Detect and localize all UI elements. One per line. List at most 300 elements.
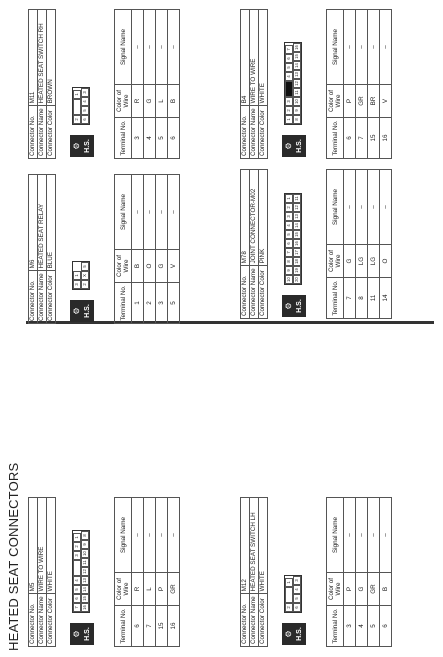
wire-color: G	[344, 245, 356, 278]
table-row	[356, 10, 368, 159]
wire-color: B	[380, 573, 392, 606]
connector-info-table	[28, 9, 56, 159]
connector-block	[240, 497, 392, 647]
connector-name-row	[38, 10, 47, 159]
terminal-table	[326, 497, 392, 647]
table-row	[380, 170, 392, 319]
table-row	[156, 175, 168, 324]
pin-row	[285, 576, 293, 612]
wire-color: GR	[356, 85, 368, 118]
table-row	[368, 170, 380, 319]
pin-cell: 2	[81, 280, 89, 289]
pin-cell: 17	[293, 248, 301, 257]
pin-cell: 12	[81, 567, 89, 576]
connector-number-label: Connector No.	[29, 594, 38, 647]
connector-color-value: BLUE	[47, 175, 56, 271]
terminal-number: 6	[344, 118, 356, 159]
terminal-number: 6	[168, 118, 180, 159]
table-row	[156, 498, 168, 647]
table-row	[168, 10, 180, 159]
pin-cell: 20	[293, 275, 301, 284]
hs-label: H.S.	[296, 299, 303, 313]
table-row	[132, 175, 144, 324]
terminal-table	[326, 9, 392, 159]
col-wire-color: Color of Wire	[115, 573, 132, 606]
col-wire-color: Color of Wire	[327, 245, 344, 278]
pin-cell: 4	[81, 97, 89, 106]
terminal-number: 15	[156, 606, 168, 647]
connector-color-value: WHITE	[259, 10, 268, 106]
connector-name-value: HEATED SEAT RELAY	[38, 175, 47, 271]
signal-name: –	[144, 175, 156, 250]
wire-color: P	[156, 573, 168, 606]
pin-cell: 19	[293, 266, 301, 275]
hs-label: H.S.	[296, 139, 303, 153]
table-row	[380, 498, 392, 647]
connector-number-label: Connector No.	[29, 106, 38, 159]
wire-color: LG	[356, 245, 368, 278]
terminal-number: 3	[132, 118, 144, 159]
table-row	[144, 175, 156, 324]
pin-cell: 2	[73, 115, 81, 124]
pin-cell: 10	[293, 97, 301, 106]
col-wire-color: Color of Wire	[115, 250, 132, 283]
connector-lock-tab	[73, 560, 81, 576]
pin-cell: 3	[81, 88, 89, 97]
terminal-number: 7	[344, 278, 356, 319]
pin-row	[285, 43, 293, 124]
connector-block	[240, 169, 392, 319]
table-row	[344, 10, 356, 159]
page-title: HEATED SEAT CONNECTORS	[6, 462, 21, 651]
pin-cell: 6	[293, 603, 301, 612]
connector-number-value: M5	[29, 498, 38, 594]
connector-name-label: Connector Name	[38, 271, 47, 324]
wire-color: R	[132, 85, 144, 118]
pin-cell: 3	[285, 97, 293, 106]
connector-number-value: M78	[241, 170, 250, 266]
connector-name-value: HEATED SEAT SWITCH LH	[250, 498, 259, 594]
pin-cell: 3	[73, 280, 81, 289]
connector-number-value: M6	[29, 175, 38, 271]
pin-cell: 1	[285, 115, 293, 124]
pin-cell: 3	[73, 551, 81, 560]
harness-side-icon: ⚙	[72, 630, 81, 638]
terminal-number: 7	[356, 118, 368, 159]
hs-badge	[282, 623, 306, 645]
connector-color-label: Connector Color	[47, 594, 56, 647]
terminal-number: 6	[132, 606, 144, 647]
pin-cell: 4	[293, 585, 301, 594]
signal-name: –	[380, 170, 392, 245]
connector-pin-diagram	[72, 261, 90, 290]
connector-name-label: Connector Name	[38, 594, 47, 647]
pin-cell: 13	[293, 212, 301, 221]
connector-block	[28, 174, 180, 324]
table-row	[344, 170, 356, 319]
wire-color: B	[168, 85, 180, 118]
connector-color-value: WHITE	[47, 498, 56, 594]
signal-name: –	[156, 10, 168, 85]
terminal-table-header	[115, 498, 132, 647]
connector-number-label: Connector No.	[241, 594, 250, 647]
wire-color: R	[132, 573, 144, 606]
pin-cell: 5	[285, 63, 293, 72]
signal-name: –	[356, 498, 368, 573]
pin-cell: 10	[285, 275, 293, 284]
connector-info-table	[28, 174, 56, 324]
pin-cell: 14	[293, 221, 301, 230]
wire-color: O	[380, 245, 392, 278]
terminal-table	[114, 174, 180, 324]
terminal-number: 14	[380, 278, 392, 319]
connector-name-row	[38, 498, 47, 647]
pin-cell: 8	[285, 257, 293, 266]
pin-cell: 4	[285, 221, 293, 230]
pin-cell: 6	[285, 54, 293, 63]
table-row	[168, 498, 180, 647]
terminal-number: 5	[368, 606, 380, 647]
pin-cell: 14	[81, 585, 89, 594]
signal-name: –	[368, 10, 380, 85]
col-terminal: Terminal No.	[115, 118, 132, 159]
connector-face-area	[56, 9, 114, 159]
wire-color: L	[144, 573, 156, 606]
terminal-number: 4	[144, 118, 156, 159]
connector-pin-diagram	[72, 87, 90, 125]
terminal-number: 16	[380, 118, 392, 159]
connector-face-area	[56, 497, 114, 647]
wire-color: G	[144, 85, 156, 118]
terminal-number: 8	[356, 278, 368, 319]
pin-cell: 11	[81, 558, 89, 567]
pin-cell: 9	[293, 106, 301, 115]
col-signal-name: Signal Name	[115, 10, 132, 85]
pin-row	[73, 531, 81, 612]
connector-name-row	[250, 10, 259, 159]
pin-row	[81, 88, 89, 124]
connector-info-table	[28, 497, 56, 647]
harness-side-icon: ⚙	[284, 630, 293, 638]
signal-name: –	[132, 498, 144, 573]
hs-badge	[70, 623, 94, 645]
pin-cell: 11	[293, 194, 301, 203]
connector-name-value: JOINT CONNECTOR-M02	[250, 170, 259, 266]
col-terminal: Terminal No.	[327, 278, 344, 319]
connector-pin-diagram	[72, 530, 90, 613]
connector-name-label: Connector Name	[38, 106, 47, 159]
col-wire-color: Color of Wire	[115, 85, 132, 118]
signal-name: –	[356, 170, 368, 245]
connector-info-table	[240, 169, 268, 319]
terminal-number: 16	[168, 606, 180, 647]
hs-badge	[70, 135, 94, 157]
connector-color-row	[47, 498, 56, 647]
connector-color-label: Connector Color	[47, 271, 56, 324]
col-wire-color: Color of Wire	[327, 573, 344, 606]
connector-name-label: Connector Name	[250, 266, 259, 319]
signal-name: –	[168, 10, 180, 85]
table-row	[344, 498, 356, 647]
hs-label: H.S.	[84, 627, 91, 641]
terminal-number: 7	[144, 606, 156, 647]
signal-name: –	[344, 170, 356, 245]
connector-key	[285, 81, 293, 97]
wire-color: B	[132, 250, 144, 283]
connector-lock-tab	[73, 99, 81, 115]
pin-row	[293, 43, 301, 124]
terminal-number: 11	[368, 278, 380, 319]
wire-color: G	[356, 573, 368, 606]
pin-cell: 3	[285, 212, 293, 221]
connector-number-label: Connector No.	[241, 106, 250, 159]
pin-cell: 1	[73, 533, 81, 542]
pin-cell: 16	[293, 43, 301, 52]
connector-color-value: PINK	[259, 170, 268, 266]
terminal-number: 15	[368, 118, 380, 159]
harness-side-icon: ⚙	[284, 142, 293, 150]
wire-color: G	[156, 250, 168, 283]
pin-cell: 8	[81, 531, 89, 540]
terminal-table-header	[115, 175, 132, 324]
pin-cell: 1	[285, 578, 293, 587]
connector-face-area	[268, 169, 326, 319]
terminal-number: 2	[144, 283, 156, 324]
connector-color-label: Connector Color	[259, 594, 268, 647]
signal-name: –	[368, 498, 380, 573]
connector-name-value: WIRE TO WIRE	[250, 10, 259, 106]
pin-cell: X	[81, 271, 89, 280]
table-row	[380, 10, 392, 159]
connector-pin-diagram	[284, 193, 302, 285]
wire-color: V	[380, 85, 392, 118]
signal-name: –	[380, 10, 392, 85]
connector-lock-tab	[285, 587, 293, 603]
connector-name-value: WIRE TO WIRE	[38, 498, 47, 594]
pin-row	[285, 194, 293, 284]
col-terminal: Terminal No.	[327, 118, 344, 159]
signal-name: –	[144, 498, 156, 573]
wire-color: P	[344, 573, 356, 606]
wire-color: V	[168, 250, 180, 283]
col-terminal: Terminal No.	[115, 283, 132, 324]
connector-name-row	[250, 498, 259, 647]
pin-row	[81, 531, 89, 612]
connector-number-value: M11	[29, 10, 38, 106]
connector-color-value: WHITE	[259, 498, 268, 594]
harness-side-icon: ⚙	[284, 302, 293, 310]
pin-cell: 5	[293, 594, 301, 603]
pin-cell: 12	[293, 79, 301, 88]
pin-cell: 5	[285, 230, 293, 239]
hs-badge	[70, 300, 94, 322]
pin-cell: 6	[285, 239, 293, 248]
connector-color-value: BROWN	[47, 10, 56, 106]
pin-cell: 9	[81, 540, 89, 549]
pin-cell: 1	[285, 194, 293, 203]
table-row	[132, 10, 144, 159]
connector-block	[240, 9, 392, 159]
harness-side-icon: ⚙	[72, 142, 81, 150]
signal-name: –	[344, 10, 356, 85]
terminal-table-header	[327, 170, 344, 319]
connector-number-value: B4	[241, 10, 250, 106]
connector-color-row	[259, 10, 268, 159]
hs-label: H.S.	[84, 304, 91, 318]
col-signal-name: Signal Name	[327, 498, 344, 573]
connector-color-row	[259, 170, 268, 319]
pin-row	[81, 262, 89, 289]
connector-number-label: Connector No.	[241, 266, 250, 319]
connector-face-area	[268, 497, 326, 647]
pin-cell: 13	[81, 576, 89, 585]
hs-label: H.S.	[296, 627, 303, 641]
connector-number-row	[29, 175, 38, 324]
terminal-table	[114, 9, 180, 159]
pin-cell: 12	[293, 203, 301, 212]
terminal-number: 4	[356, 606, 368, 647]
pin-cell: 9	[285, 266, 293, 275]
pin-cell: 3	[293, 576, 301, 585]
connector-name-label: Connector Name	[250, 594, 259, 647]
signal-name: –	[132, 10, 144, 85]
terminal-table	[114, 497, 180, 647]
col-wire-color: Color of Wire	[327, 85, 344, 118]
pin-cell: 16	[81, 603, 89, 612]
terminal-table-header	[327, 498, 344, 647]
pin-cell: 13	[293, 70, 301, 79]
pin-cell: 15	[293, 230, 301, 239]
connector-color-row	[47, 10, 56, 159]
connector-name-label: Connector Name	[250, 106, 259, 159]
connector-number-row	[29, 498, 38, 647]
table-row	[156, 10, 168, 159]
table-row	[144, 498, 156, 647]
pin-cell: 18	[293, 257, 301, 266]
connector-color-row	[259, 498, 268, 647]
pin-cell: 14	[293, 61, 301, 70]
connector-name-row	[250, 170, 259, 319]
table-row	[168, 175, 180, 324]
col-terminal: Terminal No.	[115, 606, 132, 647]
terminal-number: 6	[380, 606, 392, 647]
signal-name: –	[156, 498, 168, 573]
terminal-table-header	[115, 10, 132, 159]
pin-cell: 2	[285, 106, 293, 115]
connector-color-label: Connector Color	[259, 266, 268, 319]
signal-name: –	[156, 175, 168, 250]
col-signal-name: Signal Name	[115, 498, 132, 573]
col-terminal: Terminal No.	[327, 606, 344, 647]
wire-color: GR	[368, 573, 380, 606]
table-row	[368, 498, 380, 647]
pin-cell: 10	[81, 549, 89, 558]
connector-number-row	[241, 170, 250, 319]
signal-name: –	[132, 175, 144, 250]
connector-pin-diagram	[284, 42, 302, 125]
terminal-number: 5	[168, 283, 180, 324]
wire-color: GR	[168, 573, 180, 606]
terminal-number: 1	[132, 283, 144, 324]
pin-cell: 4	[285, 72, 293, 81]
connector-color-label: Connector Color	[259, 106, 268, 159]
wire-color: BR	[368, 85, 380, 118]
signal-name: –	[380, 498, 392, 573]
terminal-table-header	[327, 10, 344, 159]
connector-number-row	[241, 498, 250, 647]
pin-row	[293, 576, 301, 612]
col-signal-name: Signal Name	[327, 170, 344, 245]
wire-color: P	[344, 85, 356, 118]
pin-cell: 5	[73, 585, 81, 594]
connector-number-row	[241, 10, 250, 159]
signal-name: –	[344, 498, 356, 573]
pin-cell: 15	[293, 52, 301, 61]
pin-cell: 2	[73, 542, 81, 551]
connector-name-row	[38, 175, 47, 324]
harness-side-icon: ⚙	[72, 307, 81, 315]
signal-name: –	[168, 498, 180, 573]
pin-cell: 16	[293, 239, 301, 248]
pin-cell: 7	[73, 603, 81, 612]
pin-cell: 7	[285, 248, 293, 257]
connector-color-row	[47, 175, 56, 324]
connector-pin-diagram	[284, 575, 302, 613]
hs-badge	[282, 135, 306, 157]
pin-cell: 6	[81, 115, 89, 124]
connector-block	[28, 497, 180, 647]
pin-cell: 2	[285, 603, 293, 612]
pin-cell: 6	[73, 594, 81, 603]
pin-cell: 7	[285, 45, 293, 54]
connector-color-label: Connector Color	[47, 106, 56, 159]
signal-name: –	[356, 10, 368, 85]
terminal-number: 5	[156, 118, 168, 159]
table-row	[356, 498, 368, 647]
hs-badge	[282, 295, 306, 317]
pin-row	[73, 262, 81, 289]
wire-color: L	[156, 85, 168, 118]
wire-color: LG	[368, 245, 380, 278]
pin-cell: 5	[81, 106, 89, 115]
terminal-number: 3	[156, 283, 168, 324]
pin-row	[293, 194, 301, 284]
pin-cell: 8	[293, 115, 301, 124]
table-row	[132, 498, 144, 647]
wire-color: O	[144, 250, 156, 283]
pin-cell: 1	[73, 271, 81, 280]
table-row	[144, 10, 156, 159]
pin-cell: 5	[81, 262, 89, 271]
connector-number-row	[29, 10, 38, 159]
pin-cell: 2	[285, 203, 293, 212]
connector-info-table	[240, 497, 268, 647]
connector-block	[28, 9, 180, 159]
connector-number-label: Connector No.	[29, 271, 38, 324]
connector-name-value: HEATED SEAT SWITCH RH	[38, 10, 47, 106]
connector-info-table	[240, 9, 268, 159]
table-row	[368, 10, 380, 159]
pin-row	[73, 88, 81, 124]
table-row	[356, 170, 368, 319]
signal-name: –	[368, 170, 380, 245]
hs-label: H.S.	[84, 139, 91, 153]
terminal-number: 3	[344, 606, 356, 647]
connector-number-value: M12	[241, 498, 250, 594]
pin-cell: 15	[81, 594, 89, 603]
col-signal-name: Signal Name	[115, 175, 132, 250]
connector-face-area	[56, 174, 114, 324]
